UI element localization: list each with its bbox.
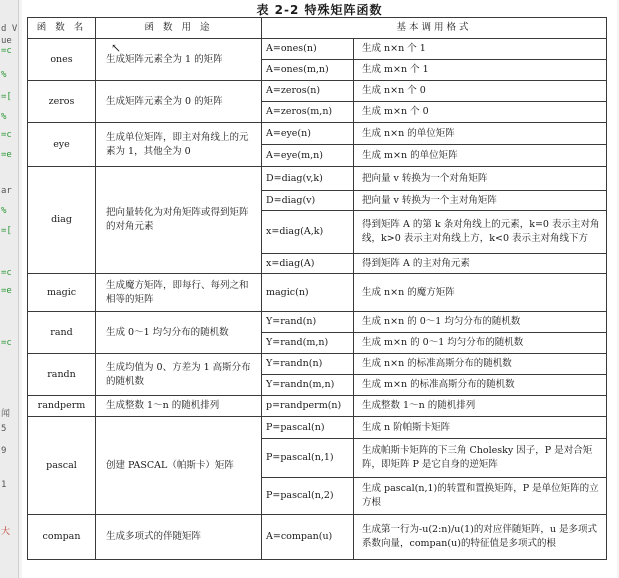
editor-fragment-text: %	[1, 112, 7, 122]
call-syntax-cell: A=compan(u)	[262, 515, 354, 560]
table-header-row	[28, 18, 607, 39]
call-description-cell: 把向量 v 转换为一个主对角矩阵	[354, 191, 607, 211]
call-syntax-cell: x=diag(A)	[262, 254, 354, 274]
call-description-cell: 把向量 v 转换为一个对角矩阵	[354, 167, 607, 191]
table-row	[28, 417, 607, 439]
call-syntax-cell: Y=rand(n)	[262, 312, 354, 333]
table-row	[28, 274, 607, 312]
call-syntax-cell: Y=randn(n)	[262, 354, 354, 375]
editor-fragment-text: 闻	[1, 409, 11, 419]
function-name-cell: zeros	[28, 81, 96, 123]
call-syntax-cell: magic(n)	[262, 274, 354, 312]
editor-fragment-text: =[	[1, 92, 12, 102]
call-syntax-cell: x=diag(A,k)	[262, 211, 354, 254]
call-description-cell: 生成 n 阶帕斯卡矩阵	[354, 417, 607, 439]
call-syntax-cell: P=pascal(n,2)	[262, 478, 354, 515]
call-syntax-cell: A=eye(m,n)	[262, 145, 354, 167]
function-name-cell: rand	[28, 312, 96, 354]
left-editor-strip	[0, 0, 19, 578]
call-syntax-cell: A=ones(m,n)	[262, 60, 354, 81]
editor-fragment-text: =c	[1, 338, 12, 348]
call-description-cell: 得到矩阵 A 的第 k 条对角线上的元素，k=0 表示主对角线，k>0 表示主对角线上方，k<0 表示主对角线下方	[354, 211, 607, 254]
call-description-cell: 生成 m×n 个 0	[354, 102, 607, 123]
function-use-cell: 生成 0～1 均匀分布的随机数	[96, 312, 262, 354]
call-description-cell: 生成 n×n 个 0	[354, 81, 607, 102]
function-name-cell: compan	[28, 515, 96, 560]
editor-fragment-text: =c	[1, 46, 12, 56]
editor-fragment-text: 5	[1, 424, 7, 434]
function-use-cell: 生成矩阵元素全为 0 的矩阵	[96, 81, 262, 123]
editor-fragment-text: =[	[1, 226, 12, 236]
call-description-cell: 生成帕斯卡矩阵的下三角 Cholesky 因子，P 是对合矩阵，即矩阵 P 是它自身的逆矩阵	[354, 439, 607, 478]
header-format: 基本调用格式	[262, 18, 607, 39]
call-syntax-cell: A=zeros(n)	[262, 81, 354, 102]
call-description-cell: 生成 n×n 个 1	[354, 39, 607, 60]
function-use-cell: 把向量转化为对角矩阵或得到矩阵的对角元素	[96, 167, 262, 274]
editor-fragment-text: ar	[1, 186, 12, 196]
function-name-cell: ones	[28, 39, 96, 81]
table-row	[28, 81, 607, 102]
editor-fragment-text: =e	[1, 150, 12, 160]
header-use: 函 数 用 途	[96, 18, 262, 39]
table-row	[28, 312, 607, 333]
call-description-cell: 生成 m×n 的标准高斯分布的随机数	[354, 375, 607, 396]
function-use-cell: 生成矩阵元素全为 1 的矩阵	[96, 39, 262, 81]
call-syntax-cell: D=diag(v)	[262, 191, 354, 211]
call-syntax-cell: p=randperm(n)	[262, 396, 354, 417]
editor-fragment-text: 9	[1, 446, 7, 456]
editor-fragment-text: %	[1, 206, 7, 216]
function-name-cell: randperm	[28, 396, 96, 417]
call-syntax-cell: A=zeros(m,n)	[262, 102, 354, 123]
function-use-cell: 生成多项式的伴随矩阵	[96, 515, 262, 560]
call-description-cell: 生成 m×n 的单位矩阵	[354, 145, 607, 167]
function-name-cell: randn	[28, 354, 96, 396]
table-row	[28, 354, 607, 375]
call-syntax-cell: A=ones(n)	[262, 39, 354, 60]
function-name-cell: pascal	[28, 417, 96, 515]
editor-fragment-text: =c	[1, 268, 12, 278]
editor-fragment-text: 大	[1, 527, 11, 537]
special-matrix-table	[27, 17, 607, 560]
call-syntax-cell: A=eye(n)	[262, 123, 354, 145]
function-use-cell: 生成单位矩阵，即主对角线上的元素为 1，其他全为 0	[96, 123, 262, 167]
editor-fragment-text: 1	[1, 480, 7, 490]
editor-fragment-text: %	[1, 70, 7, 80]
call-syntax-cell: Y=rand(m,n)	[262, 333, 354, 354]
header-name: 函 数 名	[28, 18, 96, 39]
call-description-cell: 生成 m×n 个 1	[354, 60, 607, 81]
call-description-cell: 生成第一行为-u(2:n)/u(1)的对应伴随矩阵，u 是多项式系数向量，compan(u)的特征值是多项式的根	[354, 515, 607, 560]
editor-fragment-text: =e	[1, 286, 12, 296]
call-description-cell: 生成 m×n 的 0～1 均匀分布的随机数	[354, 333, 607, 354]
table-row	[28, 123, 607, 145]
call-syntax-cell: D=diag(v,k)	[262, 167, 354, 191]
function-use-cell: 创建 PASCAL（帕斯卡）矩阵	[96, 417, 262, 515]
function-name-cell: eye	[28, 123, 96, 167]
table-row	[28, 167, 607, 191]
function-use-cell: 生成整数 1～n 的随机排列	[96, 396, 262, 417]
editor-fragment-text: d V	[1, 24, 17, 34]
table-row	[28, 396, 607, 417]
call-description-cell: 生成 n×n 的标准高斯分布的随机数	[354, 354, 607, 375]
function-name-cell: magic	[28, 274, 96, 312]
call-description-cell: 生成 n×n 的魔方矩阵	[354, 274, 607, 312]
function-use-cell: 生成均值为 0、方差为 1 高斯分布的随机数	[96, 354, 262, 396]
editor-fragment-text: ue	[1, 36, 12, 46]
table-row	[28, 515, 607, 560]
call-syntax-cell: P=pascal(n)	[262, 417, 354, 439]
table-caption: 表 2-2 特殊矩阵函数	[256, 3, 383, 17]
mouse-cursor-icon: ↖	[111, 41, 122, 55]
function-use-cell: 生成魔方矩阵，即每行、每列之和相等的矩阵	[96, 274, 262, 312]
call-description-cell: 生成 pascal(n,1)的转置和置换矩阵，P 是单位矩阵的立方根	[354, 478, 607, 515]
editor-fragment-text: =c	[1, 130, 12, 140]
call-description-cell: 生成 n×n 的单位矩阵	[354, 123, 607, 145]
call-syntax-cell: Y=randn(m,n)	[262, 375, 354, 396]
call-description-cell: 生成 n×n 的 0～1 均匀分布的随机数	[354, 312, 607, 333]
document-page	[22, 0, 617, 578]
function-name-cell: diag	[28, 167, 96, 274]
call-description-cell: 得到矩阵 A 的主对角元素	[354, 254, 607, 274]
call-syntax-cell: P=pascal(n,1)	[262, 439, 354, 478]
call-description-cell: 生成整数 1～n 的随机排列	[354, 396, 607, 417]
